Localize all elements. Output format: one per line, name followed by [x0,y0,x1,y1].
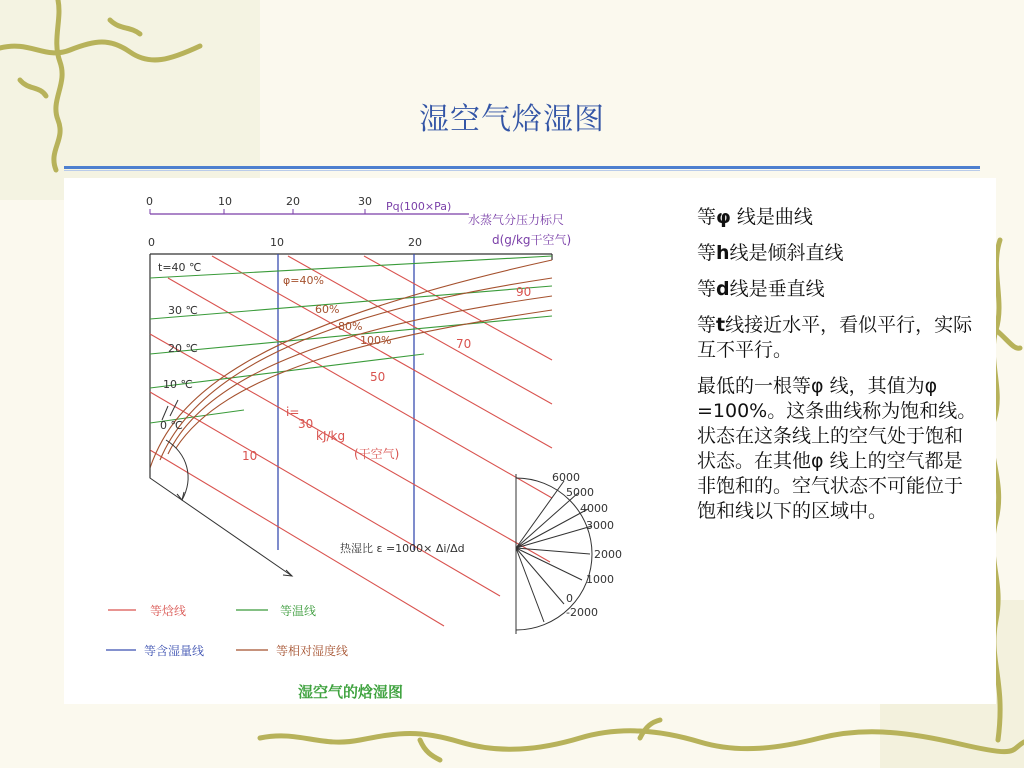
legend-label-rh: 等相对湿度线 [276,644,349,658]
enthalpy-label-i: i= [286,405,300,419]
ratio-value-4000: 4000 [580,502,608,515]
moisture-tick-0: 0 [148,236,155,249]
rh-label-80: 80% [338,320,363,333]
isotherm-label-30: 30 ℃ [168,304,198,317]
ratio-value-neg2000: -2000 [566,606,598,619]
explanatory-notes [697,205,977,535]
note-t: 等t线接近水平，看似平行，实际互不平行。 [697,314,973,361]
ratio-value-3000: 3000 [586,519,614,532]
isotherm-lines [150,256,552,423]
pressure-tick-30: 30 [358,195,372,208]
pressure-ticks [150,209,365,214]
psychrometric-chart [64,178,664,704]
rh-label-60: 60% [315,303,340,316]
pressure-axis-label: Pq(100×Pa) [386,200,452,213]
ratio-value-0: 0 [566,592,573,605]
enthalpy-label-10: 10 [242,449,258,463]
enthalpy-label-30: 30 [298,417,314,431]
ratio-value-5000: 5000 [566,486,594,499]
legend-label-isotherm: 等温线 [280,604,317,618]
enthalpy-label-dry-air: (干空气) [354,447,400,461]
enthalpy-lines [150,256,552,626]
moisture-axis-label: d(g/kg干空气) [492,233,572,247]
enthalpy-label-unit: kJ/kg [316,429,346,443]
enthalpy-label-50: 50 [370,370,386,384]
isotherm-label-40: t=40 ℃ [158,261,202,274]
enthalpy-label-70: 70 [456,337,472,351]
legend [106,603,348,658]
ratio-value-6000: 6000 [552,471,580,484]
moisture-tick-20: 20 [408,236,422,249]
legend-label-moisture: 等含湿量线 [144,644,205,658]
title-divider [64,166,980,169]
ratio-value-1000: 1000 [586,573,614,586]
rh-label-40: φ=40% [283,274,324,287]
pressure-tick-0: 0 [146,195,153,208]
note-h: 等h线是倾斜直线 [697,242,844,264]
pressure-axis-caption: 水蒸气分压力标尺 [468,213,565,227]
slide-title: 湿空气焓湿图 [419,102,605,137]
pressure-tick-20: 20 [286,195,300,208]
moisture-tick-10: 10 [270,236,284,249]
isotherm-label-20: 20 ℃ [168,342,198,355]
note-d: 等d线是垂直线 [697,278,825,300]
enthalpy-label-90: 90 [516,285,532,299]
pressure-tick-10: 10 [218,195,232,208]
legend-label-enthalpy: 等焓线 [150,604,187,618]
note-phi: 等φ 线是曲线 [697,206,813,228]
note-saturation: 最低的一根等φ 线，其值为φ =100%。这条曲线称为饱和线。状态在这条线上的空气处于饱和状态。在其他φ 线上的空气都是非饱和的。空气状态不可能位于饱和线以下的区域中。 [697,375,977,522]
chart-caption: 湿空气的焓湿图 [298,683,404,701]
isotherm-label-0: 0 ℃ [160,419,183,432]
heat-moisture-ratio-label: 热湿比 ε =1000× Δi/Δd [340,542,465,555]
rh-label-100: 100% [360,334,392,347]
moisture-lines [278,254,414,550]
isotherm-label-10: 10 ℃ [163,378,193,391]
title-divider-shadow [64,170,980,171]
ratio-value-2000: 2000 [594,548,622,561]
